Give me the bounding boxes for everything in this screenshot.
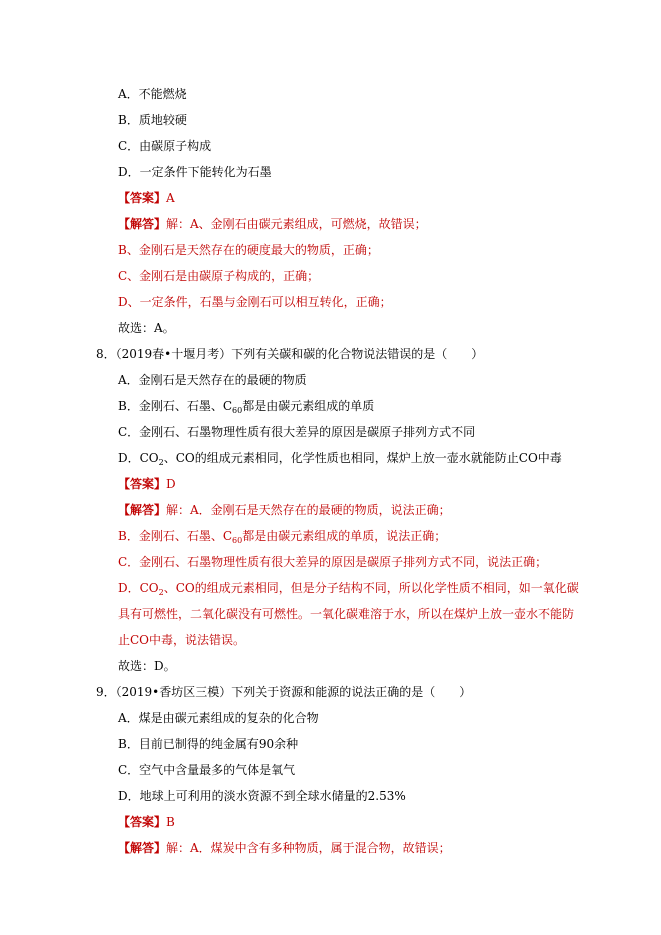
q9-option-b: B．目前已制得的纯金属有90余种: [118, 737, 299, 751]
explanation-text: 解：A．金刚石是天然存在的最硬的物质，说法正确；: [166, 503, 451, 517]
explanation-text: 、CO的组成元素相同，但是分子结构不同，所以化学性质不相同，如一氧化碳: [163, 581, 579, 595]
explanation-label: 【解答】: [118, 841, 167, 855]
q9-option-c: C．空气中含量最多的气体是氧气: [118, 763, 296, 777]
q8-option-c: C．金刚石、石墨物理性质有很大差异的原因是碳原子排列方式不同: [118, 425, 476, 439]
subscript: 2: [158, 458, 164, 467]
answer-label: 【答案】: [118, 477, 167, 491]
q7-option-b: B．质地较硬: [118, 113, 187, 127]
option-text: 、CO的组成元素相同，化学性质也相同，煤炉上放一壶水就能防止CO中毒: [163, 451, 562, 465]
explanation-text: D．CO: [118, 581, 159, 595]
option-text: D．CO: [118, 451, 159, 465]
explanation-text: 都是由碳元素组成的单质，说法正确；: [242, 529, 447, 543]
explanation-label: 【解答】: [118, 503, 167, 517]
q7-option-d: D．一定条件下能转化为石墨: [118, 165, 272, 179]
q8-explanation-b: [118, 528, 446, 544]
subscript: 2: [158, 588, 164, 597]
subscript: 60: [232, 536, 243, 545]
q8-explanation-a: [118, 502, 451, 518]
q7-explanation-d: D、一定条件，石墨与金刚石可以相互转化，正确；: [118, 295, 392, 309]
option-text: B．金刚石、石墨、C: [118, 399, 233, 413]
q7-option-a: A．不能燃烧: [118, 87, 187, 101]
explanation-text: 解：A、金刚石由碳元素组成，可燃烧，故错误；: [166, 217, 427, 231]
option-text: 都是由碳元素组成的单质: [242, 399, 375, 413]
explanation-label: 【解答】: [118, 217, 167, 231]
q9-stem: 9．（2019•香坊区三模）下列关于资源和能源的说法正确的是（ ）: [96, 685, 472, 699]
q9-option-d: D．地球上可利用的淡水资源不到全球水储量的2.53%: [118, 789, 406, 803]
q8-explanation-c: C．金刚石、石墨物理性质有很大差异的原因是碳原子排列方式不同，说法正确；: [118, 555, 548, 569]
q7-answer: [118, 190, 175, 206]
q8-explanation-d3: 止CO中毒，说法错误。: [118, 633, 246, 647]
q8-conclusion: 故选：D。: [118, 659, 176, 673]
q7-explanation-a: [118, 216, 427, 232]
q7-explanation-c: C、金刚石是由碳原子构成的，正确；: [118, 269, 320, 283]
subscript: 60: [232, 406, 243, 415]
explanation-text: 解：A．煤炭中含有多种物质，属于混合物，故错误；: [166, 841, 451, 855]
q9-explanation-a: [118, 840, 451, 856]
answer-value: A: [166, 191, 175, 205]
q8-option-a: A．金刚石是天然存在的最硬的物质: [118, 373, 307, 387]
q7-option-c: C．由碳原子构成: [118, 139, 212, 153]
answer-value: B: [166, 815, 175, 829]
answer-label: 【答案】: [118, 191, 167, 205]
q8-option-d: [118, 450, 562, 466]
q8-explanation-d2: 具有可燃性，二氧化碳没有可燃性。一氧化碳难溶于水，所以在煤炉上放一壶水不能防: [118, 607, 575, 621]
q9-answer: [118, 814, 175, 830]
answer-value: D: [166, 477, 176, 491]
q8-explanation-d1: [118, 580, 579, 596]
q8-stem: 8．（2019春•十堰月考）下列有关碳和碳的化合物说法错误的是（ ）: [96, 347, 484, 361]
q8-answer: [118, 476, 176, 492]
q9-option-a: A．煤是由碳元素组成的复杂的化合物: [118, 711, 319, 725]
explanation-text: B．金刚石、石墨、C: [118, 529, 233, 543]
answer-label: 【答案】: [118, 815, 167, 829]
q7-explanation-b: B、金刚石是天然存在的硬度最大的物质，正确；: [118, 243, 379, 257]
q8-option-b: [118, 398, 374, 414]
q7-conclusion: 故选：A。: [118, 321, 175, 335]
